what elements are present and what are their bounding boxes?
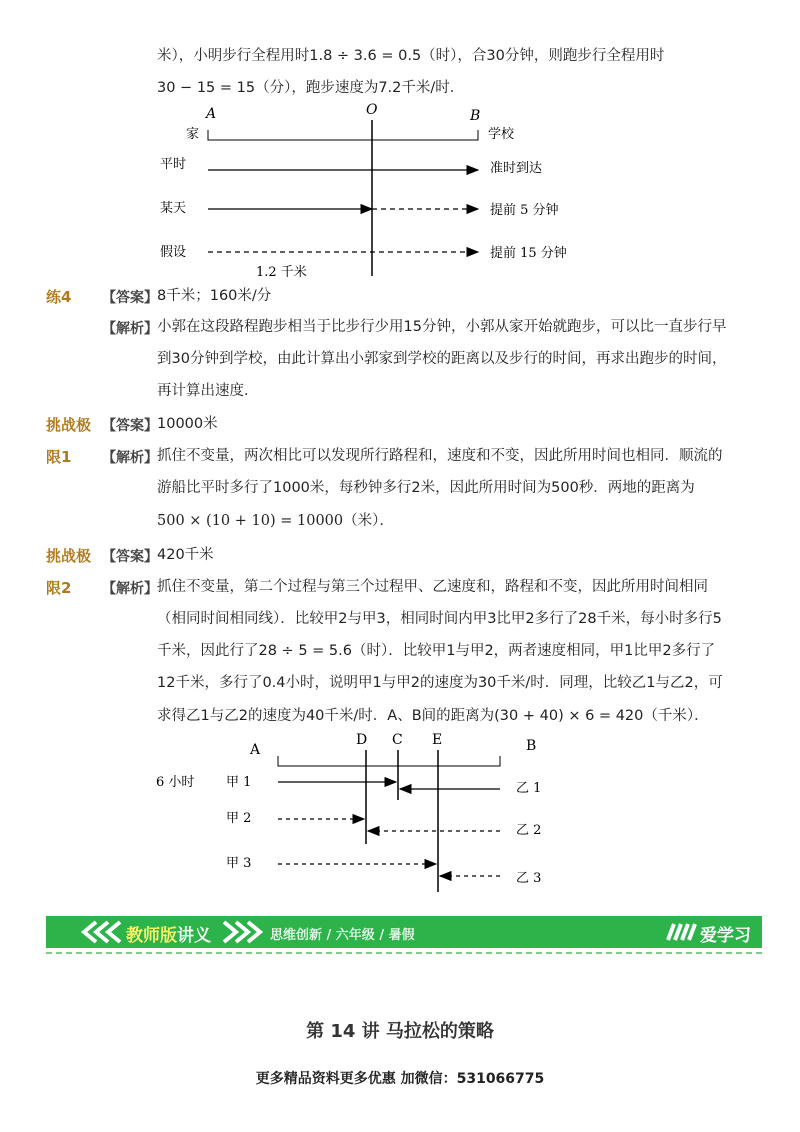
diagram-jia-yi	[150, 730, 550, 895]
label-o: O	[366, 102, 378, 118]
chevron-left-icon	[76, 920, 122, 944]
label-a: A	[206, 106, 217, 122]
analysis-bracket: 【解析】	[102, 581, 158, 597]
label-c: C	[392, 732, 403, 748]
analysis-line: 游船比平时多行了1000米，每秒钟多行2米，因此所用时间为500秒．两地的距离为	[157, 480, 695, 496]
analysis-line: 再计算出速度．	[157, 383, 259, 399]
analysis-line: 500 × (10 + 10) = 10000（米）．	[157, 513, 394, 529]
yi1-label: 乙 1	[516, 781, 542, 796]
row-label-usual: 平时	[160, 157, 187, 172]
row-label-assume: 假设	[160, 245, 187, 260]
label-e: E	[432, 732, 443, 748]
tag-challenge2-a: 挑战极	[46, 547, 92, 565]
analysis-line: 千米，因此行了28 ÷ 5 = 5.6（时）．比较甲1与甲2，两者速度相同，甲1比甲2多行了	[157, 643, 716, 659]
yi3-label: 乙 3	[516, 871, 542, 886]
analysis-bracket: 【解析】	[102, 321, 158, 337]
banner-title-a: 教师版	[126, 926, 177, 946]
banner-subtitle: 思维创新 / 六年级 / 暑假	[270, 928, 415, 943]
jia2-label: 甲 2	[226, 811, 252, 826]
analysis-line: 小郭在这段路程跑步相当于比步行少用15分钟，小郭从家开始就跑步，可以比一直步行早	[157, 319, 727, 335]
label-b: B	[470, 108, 481, 124]
hours-label: 6 小时	[156, 775, 195, 790]
analysis-line: 求得乙1与乙2的速度为40千米/时．A、B间的距离为(30 + 40) × 6 = 420（千米）．	[157, 708, 709, 724]
label-school: 学校	[488, 127, 515, 142]
analysis-line: 到30分钟到学校，由此计算出小郭家到学校的距离以及步行的时间，再求出跑步的时间，	[157, 351, 727, 367]
answer-bracket: 【答案】	[102, 290, 158, 306]
distance-label: 1.2 千米	[256, 265, 307, 280]
analysis-line: 抓住不变量，第二个过程与第三个过程甲、乙速度和，路程和不变，因此所用时间相同	[157, 579, 708, 595]
segment-bracket	[208, 130, 478, 140]
para-line: 米），小明步行全程用时1.8 ÷ 3.6 = 0.5（时），合30分钟，则跑步行全程用时	[157, 48, 665, 64]
result-usual: 准时到达	[490, 161, 543, 176]
label-d: D	[356, 732, 368, 748]
answer-bracket: 【答案】	[102, 549, 158, 565]
diagram-home-school	[160, 100, 600, 280]
answer-text: 10000米	[157, 416, 218, 432]
jia1-label: 甲 1	[226, 775, 252, 790]
tag-challenge1-a: 挑战极	[46, 416, 92, 434]
banner-title-b: 讲义	[177, 926, 211, 946]
tag-lian4: 练4	[46, 288, 72, 306]
result-assume: 提前 15 分钟	[490, 246, 567, 261]
analysis-line: 抓住不变量，两次相比可以发现所行路程和，速度和不变，因此所用时间也相同．顺流的	[157, 448, 723, 464]
label-home: 家	[186, 127, 200, 142]
segment-bracket	[278, 756, 500, 766]
yi2-label: 乙 2	[516, 823, 542, 838]
answer-text: 420千米	[157, 547, 214, 563]
para-line: 30 − 15 = 15（分），跑步速度为7.2千米/时．	[157, 80, 465, 96]
jia3-label: 甲 3	[226, 856, 252, 871]
analysis-bracket: 【解析】	[102, 450, 158, 466]
banner-logo-text: 爱学习	[700, 926, 751, 946]
label-b: B	[526, 738, 537, 754]
result-someday: 提前 5 分钟	[490, 203, 559, 218]
logo-icon	[664, 920, 700, 944]
analysis-line: （相同时间相同线）．比较甲2与甲3，相同时间内甲3比甲2多行了28千米，每小时多行5	[157, 611, 722, 627]
footer-ad: 更多精品资料更多优惠 加微信：531066775	[255, 1071, 545, 1087]
banner-dashed-divider	[46, 952, 762, 954]
answer-text: 8千米；160米/分	[157, 288, 272, 304]
footer-banner	[46, 916, 762, 948]
row-label-someday: 某天	[160, 201, 187, 216]
analysis-line: 12千米，多行了0.4小时，说明甲1与甲2的速度为30千米/时．同理，比较乙1与乙2，可	[157, 675, 723, 691]
tag-challenge1-b: 限1	[46, 448, 72, 466]
answer-bracket: 【答案】	[102, 418, 158, 434]
label-a: A	[250, 742, 261, 758]
tag-challenge2-b: 限2	[46, 579, 72, 597]
lecture-title: 第 14 讲 马拉松的策略	[306, 1021, 494, 1042]
banner-title	[126, 921, 211, 946]
chevron-right-icon	[222, 920, 268, 944]
